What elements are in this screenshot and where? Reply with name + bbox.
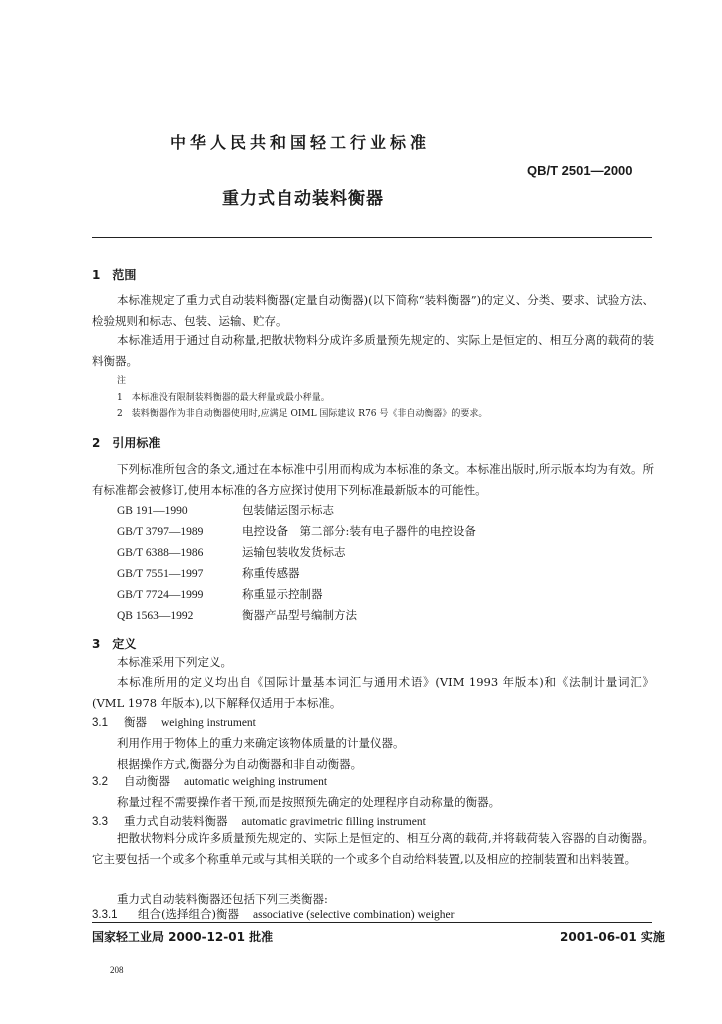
section-2-heading: 2 引用标准 xyxy=(92,436,161,450)
implementation-line: 2001-06-01 实施 xyxy=(560,930,665,944)
standard-category: 中华人民共和国轻工行业标准 xyxy=(169,133,430,152)
approval-line: 国家轻工业局 2000-12-01 批准 xyxy=(92,930,274,944)
reference-item xyxy=(117,523,476,539)
reference-item xyxy=(117,586,323,602)
reference-code: GB/T 7551—1997 xyxy=(117,568,204,580)
note-2: 2 装料衡器作为非自动衡器使用时,应满足 OIML 国际建议 R76 号《非自动衡器》的要求。 xyxy=(117,409,488,419)
term-en: associative (selective combination) weigher xyxy=(252,909,455,921)
header-divider xyxy=(92,237,652,238)
note-1: 1 本标准没有限制装料衡器的最大秤量或最小秤量。 xyxy=(117,393,330,403)
section-3-para-1: 本标准采用下列定义。 xyxy=(117,655,232,669)
section-3-para-2: 本标准所用的定义均出自《国际计量基本词汇与通用术语》(VIM 1993 年版本)和《法制计量词汇》(VML 1978 年版本),以下解释仅适用于本标准。 xyxy=(92,675,654,710)
definition-3-2 xyxy=(92,773,327,789)
reference-item xyxy=(117,607,357,623)
document-title: 重力式自动装料衡器 xyxy=(222,189,384,209)
reference-title: 包装储运图示标志 xyxy=(242,503,334,517)
section-2-para-1: 下列标准所包含的条文,通过在本标准中引用而构成为本标准的条文。本标准出版时,所示版本均为有效。所有标准都会被修订,使用本标准的各方应探讨使用下列标准最新版本的可能性。 xyxy=(92,462,654,497)
definition-3-3-1 xyxy=(92,906,454,922)
reference-code: GB 191—1990 xyxy=(117,505,188,517)
term-zh: 自动衡器 xyxy=(124,774,170,788)
term-zh: 衡器 xyxy=(124,715,147,729)
reference-code: GB/T 6388—1986 xyxy=(117,547,204,559)
definition-3-3-text: 把散状物料分成许多质量预先规定的、实际上是恒定的、相互分离的载荷,并将载荷装入容器的自动衡器。它主要包括一个或多个称重单元或与其相关联的一个或多个自动给料装置,以及相应的控制装置和出料装置。 xyxy=(92,831,654,866)
section-3-heading: 3 定义 xyxy=(92,637,137,651)
reference-title: 称重显示控制器 xyxy=(242,587,323,601)
reference-code: GB/T 7724—1999 xyxy=(117,589,204,601)
reference-item xyxy=(117,565,300,581)
definition-3-1-text: 利用作用于物体上的重力来确定该物体质量的计量仪器。 xyxy=(117,736,405,750)
term-en: automatic weighing instrument xyxy=(184,776,328,788)
clause-number: 3.3.1 xyxy=(92,909,118,921)
footer-divider xyxy=(92,922,652,923)
clause-number: 3.1 xyxy=(92,717,108,729)
section-1-para-1: 本标准规定了重力式自动装料衡器(定量自动衡器)(以下简称“装料衡器”)的定义、分类、要求、试验方法、检验规则和标志、包装、运输、贮存。 xyxy=(92,293,654,328)
definition-3-1 xyxy=(92,714,256,730)
reference-title: 运输包装收发货标志 xyxy=(242,545,346,559)
reference-title: 衡器产品型号编制方法 xyxy=(242,608,357,622)
definition-3-3 xyxy=(92,813,426,829)
term-zh: 重力式自动装料衡器 xyxy=(124,814,228,828)
definition-3-3-note: 重力式自动装料衡器还包括下列三类衡器: xyxy=(117,892,328,906)
clause-number: 3.2 xyxy=(92,776,108,788)
reference-code: GB/T 3797—1989 xyxy=(117,526,204,538)
reference-item xyxy=(117,544,346,560)
section-1-heading: 1 范围 xyxy=(92,268,137,282)
reference-title: 称重传感器 xyxy=(242,566,300,580)
term-zh: 组合(选择组合)衡器 xyxy=(138,907,239,921)
term-en: automatic gravimetric filling instrument xyxy=(241,816,426,828)
definition-3-2-text: 称量过程不需要操作者干预,而是按照预先确定的处理程序自动称量的衡器。 xyxy=(117,795,501,809)
definition-3-1-note: 根据操作方式,衡器分为自动衡器和非自动衡器。 xyxy=(117,757,363,771)
reference-code: QB 1563—1992 xyxy=(117,610,194,622)
reference-item xyxy=(117,502,334,518)
note-label: 注 xyxy=(117,376,127,386)
section-1-para-2: 本标准适用于通过自动称量,把散状物料分成许多质量预先规定的、实际上是恒定的、相互分离的载荷的装料衡器。 xyxy=(92,333,654,368)
standard-code: QB/T 2501—2000 xyxy=(527,163,633,178)
reference-title: 电控设备 第二部分:装有电子器件的电控设备 xyxy=(242,524,476,538)
clause-number: 3.3 xyxy=(92,816,108,828)
term-en: weighing instrument xyxy=(161,717,256,729)
page-number: 208 xyxy=(110,965,124,975)
